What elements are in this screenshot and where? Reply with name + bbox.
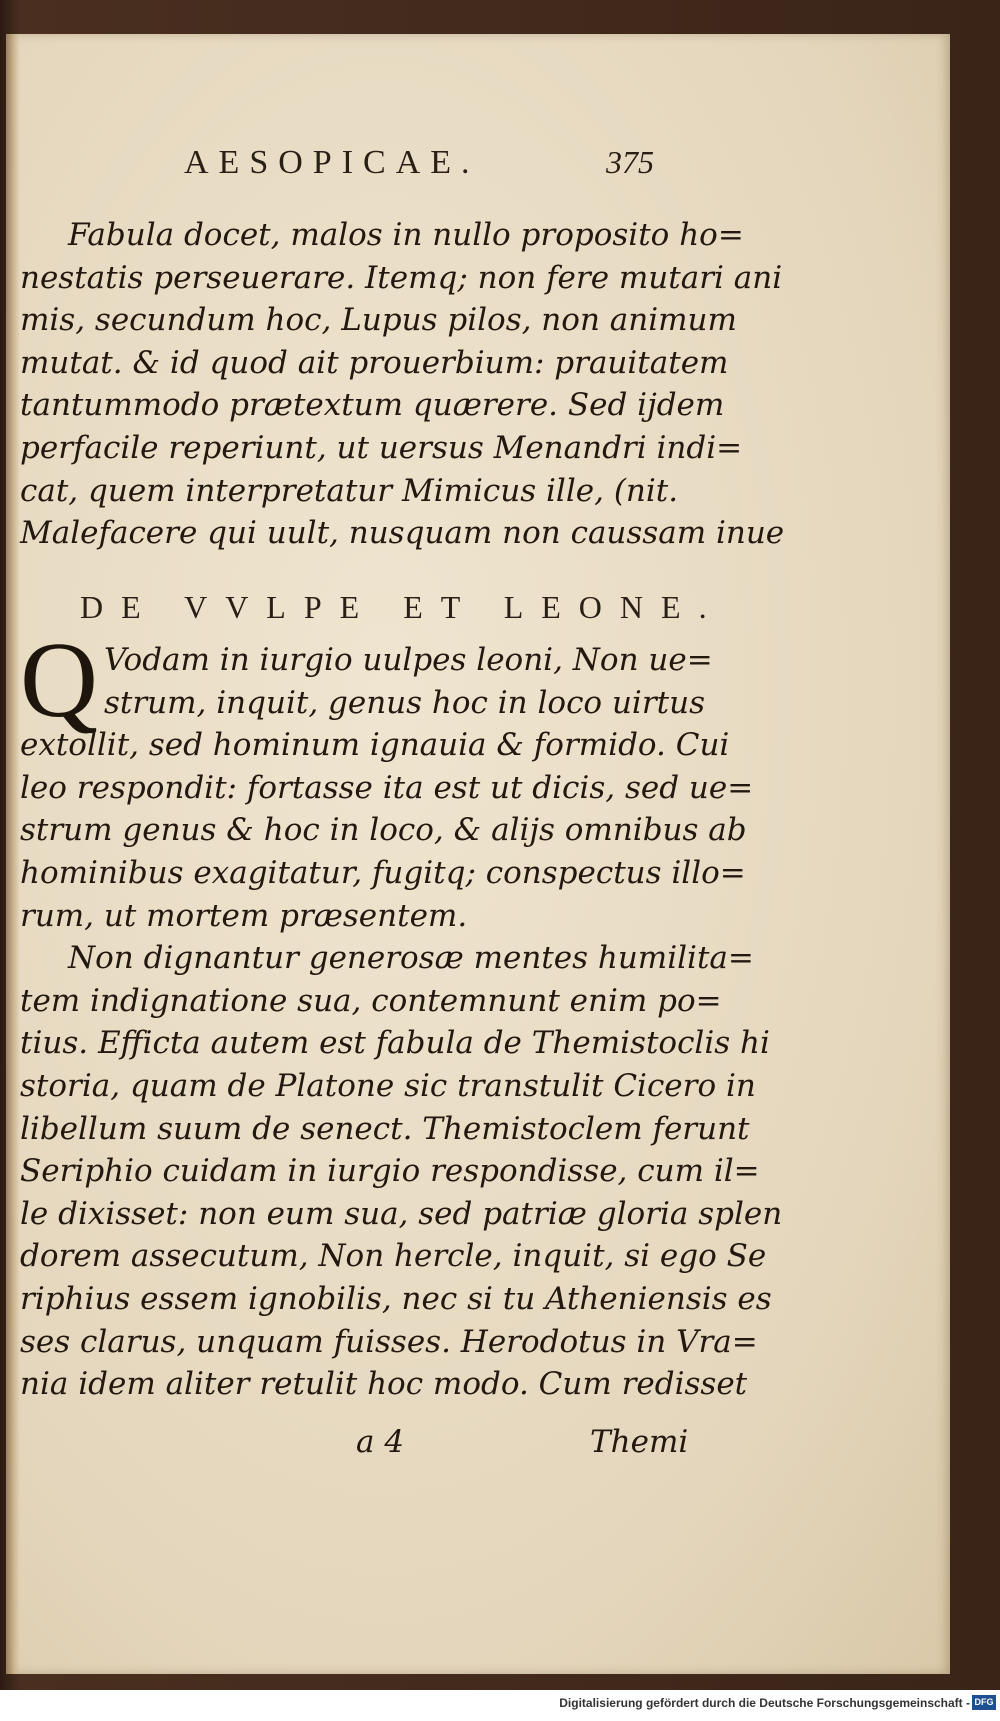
text-line: Fabula docet, malos in nullo proposito ho= bbox=[68, 217, 744, 253]
text-line: nestatis perseuerare. Itemq; non fere mutari ani bbox=[20, 259, 783, 296]
text-line: rum, ut mortem præsentem. bbox=[20, 897, 468, 934]
running-head bbox=[6, 144, 950, 204]
text-line: tantummodo prætextum quærere. Sed ijdem bbox=[20, 387, 725, 424]
text-line: mis, secundum hoc, Lupus pilos, non animum bbox=[20, 302, 737, 339]
text-line: strum genus & hoc in loco, & alijs omnibus ab bbox=[20, 812, 747, 849]
text-line: le dixisset: non eum sua, sed patriæ gloria splen bbox=[20, 1195, 783, 1232]
page-gutter-edge bbox=[6, 34, 20, 1674]
book-page bbox=[6, 34, 950, 1674]
text-line: ses clarus, unquam fuisses. Herodotus in Vra= bbox=[20, 1323, 758, 1360]
text-line: Non dignantur generosæ mentes humilita= bbox=[68, 940, 754, 977]
drop-capital: Q bbox=[20, 621, 98, 740]
text-line: leo respondit: fortasse ita est ut dicis, sed ue= bbox=[20, 769, 754, 806]
fable-text bbox=[20, 621, 783, 1406]
text-line: nia idem aliter retulit hoc modo. Cum redisset bbox=[20, 1366, 748, 1403]
signature-mark: a 4 bbox=[356, 1424, 405, 1460]
text-line: Malefacere qui uult, nusquam non caussam inue bbox=[20, 515, 785, 552]
text-line: riphius essem ignobilis, nec si tu Atheniensis es bbox=[20, 1280, 772, 1317]
footer-bar bbox=[0, 1690, 1000, 1721]
footer-credit: Digitalisierung gefördert durch die Deutsche Forschungsgemeinschaft - bbox=[559, 1696, 970, 1710]
text-line: tius. Effictа autem est fabula de Themistoclis hi bbox=[20, 1025, 770, 1062]
text-line: Vodam in iurgio uulpes leoni, Non ue= bbox=[104, 642, 713, 678]
page-number: 375 bbox=[606, 144, 654, 180]
fable-heading: DE VVLPE ET LEONE. bbox=[80, 589, 725, 625]
text-line: Seriphio cuidam in iurgio respondisse, cum il= bbox=[20, 1153, 760, 1190]
text-line: perfacile reperiunt, ut uersus Menandri indi= bbox=[20, 429, 743, 466]
running-title: AESOPICAE. bbox=[184, 144, 480, 181]
text-line: mutat. & id quod ait prouerbium: prauitatem bbox=[20, 344, 729, 381]
text-line: extollit, sed hominum ignauia & formido. Cui bbox=[20, 727, 730, 764]
text-line: strum, inquit, genus hoc in loco uirtus bbox=[104, 684, 705, 721]
dfg-logo-icon: DFG bbox=[972, 1695, 996, 1710]
text-line: storia, quam de Platone sic transtulit Cicero in bbox=[20, 1067, 756, 1104]
text-line: dorem assecutum, Non hercle, inquit, si ego Se bbox=[20, 1238, 767, 1275]
text-line: libellum suum de senect. Themistoclem ferunt bbox=[20, 1110, 750, 1147]
text-line: hominibus exagitatur, fugitq; conspectus illo= bbox=[20, 854, 746, 891]
page-signature-line bbox=[20, 1424, 710, 1468]
catchword: Themi bbox=[590, 1424, 689, 1460]
paragraph-one bbox=[20, 214, 785, 555]
text-line: cat, quem interpretatur Mimicus ille, (nit. bbox=[20, 472, 679, 509]
text-line: tem indignatione sua, contemnunt enim po= bbox=[20, 982, 722, 1019]
